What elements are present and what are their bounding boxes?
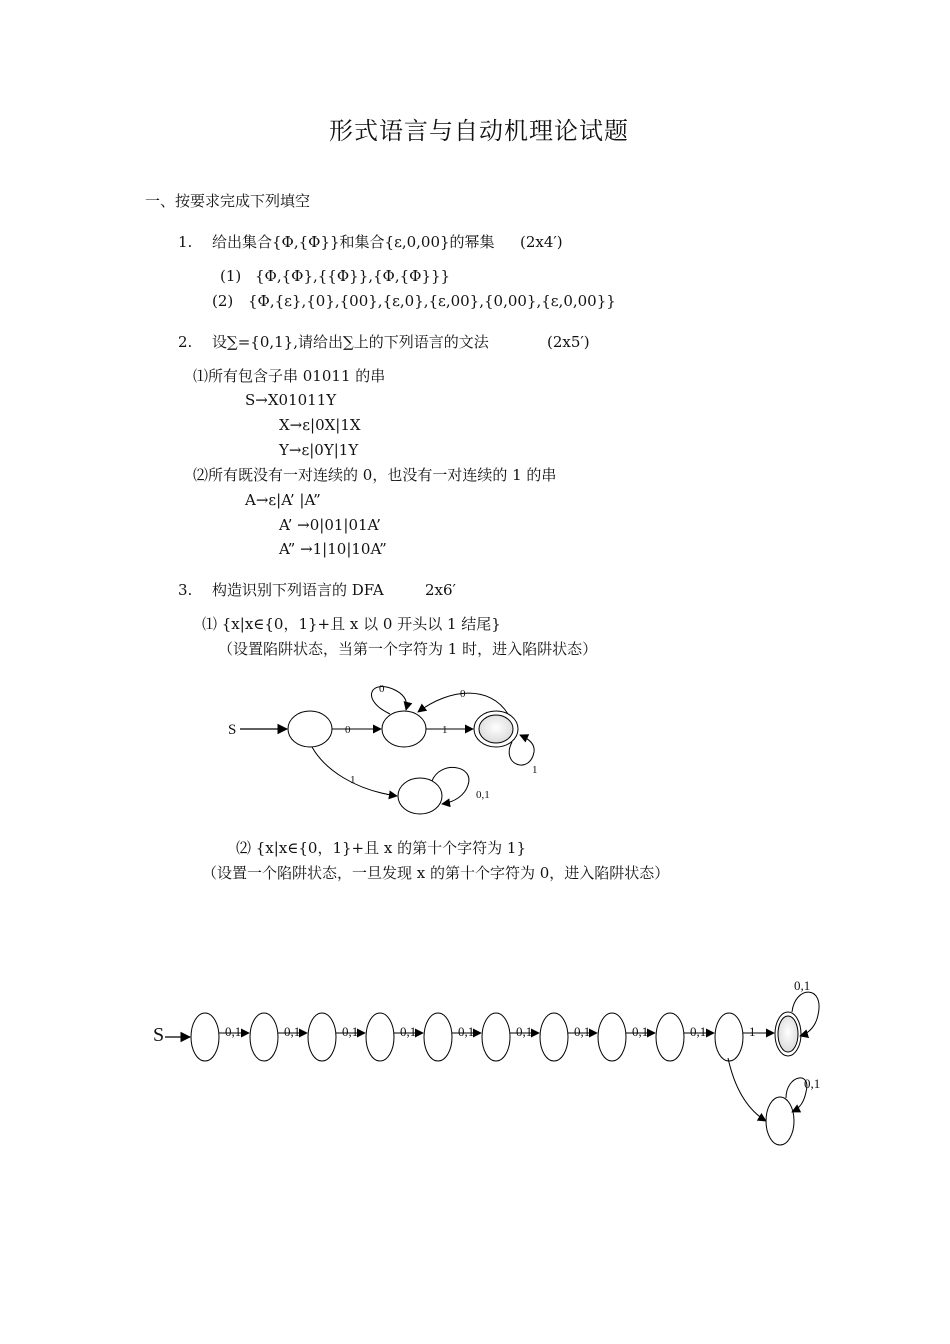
chain-state: [250, 1013, 278, 1061]
edge-label: 0: [345, 724, 351, 736]
chain-state: [308, 1013, 336, 1061]
chain-state: [715, 1013, 743, 1061]
edge-label: 1: [749, 1024, 756, 1039]
q1-answer2-value: {Φ,{ε},{0},{00},{ε,0},{ε,00},{0,00},{ε,0,00}}: [248, 292, 616, 310]
edge-label: 1: [532, 764, 538, 776]
edge-label: 0,1: [225, 1024, 242, 1039]
edge-label: 1: [350, 774, 356, 786]
chain-state: [366, 1013, 394, 1061]
edge-label: 0,1: [804, 1076, 821, 1091]
chain-state: [482, 1013, 510, 1061]
state-accept-inner: [778, 1016, 798, 1052]
q1-answer1-label: (1): [220, 267, 242, 285]
q3-part2-label: ⑵ {x|x∈{0，1}+且 x 的第十个字符为 1}: [236, 839, 526, 857]
q2-part2-label: ⑵所有既没有一对连续的 0，也没有一对连续的 1 的串: [193, 466, 557, 484]
start-label: S: [153, 1024, 165, 1046]
q2-text: 设∑={0,1},请给出∑上的下列语言的文法: [212, 333, 489, 351]
chain-state: [540, 1013, 568, 1061]
q1-text: 给出集合{Φ,{Φ}}和集合{ε,0,00}的幂集: [212, 233, 495, 251]
section-heading: 一、按要求完成下列填空: [145, 192, 311, 210]
q2-score: (2x5′): [547, 333, 590, 351]
page-title: 形式语言与自动机理论试题: [329, 117, 629, 145]
edge-to-trap: [728, 1058, 766, 1121]
q1-answer1-value: {Φ,{Φ},{{Φ}},{Φ,{Φ}}}: [255, 267, 451, 285]
state-trap: [766, 1097, 794, 1145]
edge-label: 0,1: [632, 1024, 649, 1039]
q3-score: 2x6′: [425, 581, 456, 599]
edge-label: 0,1: [458, 1024, 475, 1039]
chain-state: [191, 1013, 219, 1061]
q2-number: 2.: [178, 333, 193, 351]
grammar-rule: Y→ε|0Y|1Y: [279, 441, 359, 459]
q3-part2-note: （设置一个陷阱状态，一旦发现 x 的第十个字符为 0，进入陷阱状态）: [202, 864, 670, 882]
edge-label: 0,1: [400, 1024, 417, 1039]
grammar-rule: A’ →0|01|01A’: [279, 516, 381, 534]
edge-label: 0,1: [516, 1024, 533, 1039]
edge-label: 0,1: [574, 1024, 591, 1039]
state-chain: [191, 1013, 774, 1061]
grammar-rule: S→X01011Y: [245, 391, 337, 409]
start-label: S: [228, 722, 237, 738]
chain-state: [656, 1013, 684, 1061]
edge-label: 0: [460, 688, 466, 700]
chain-state: [424, 1013, 452, 1061]
edge-label: 0: [379, 683, 385, 695]
edge-label: 0,1: [476, 789, 490, 801]
q3-number: 3.: [178, 581, 193, 599]
q3-part1-note: （设置陷阱状态，当第一个字符为 1 时，进入陷阱状态）: [218, 640, 598, 658]
grammar-rule: A→ε|A’ |A”: [245, 491, 321, 509]
chain-state: [598, 1013, 626, 1061]
q2-part1-label: ⑴所有包含子串 01011 的串: [193, 367, 386, 385]
edge-label: 0,1: [794, 978, 811, 993]
q1-score: (2x4′): [520, 233, 563, 251]
edge-label: 0,1: [284, 1024, 301, 1039]
grammar-rule: X→ε|0X|1X: [279, 416, 361, 434]
q3-part1-label: ⑴ {x|x∈{0，1}+且 x 以 0 开头以 1 结尾}: [202, 615, 501, 633]
edge-label: 0,1: [342, 1024, 359, 1039]
q3-text: 构造识别下列语言的 DFA: [212, 581, 384, 599]
q1-number: 1.: [178, 233, 193, 251]
edge-label: 1: [442, 724, 448, 736]
grammar-rule: A” →1|10|10A”: [279, 540, 387, 558]
edge-label: 0,1: [690, 1024, 707, 1039]
q1-answer2-label: (2): [212, 292, 234, 310]
